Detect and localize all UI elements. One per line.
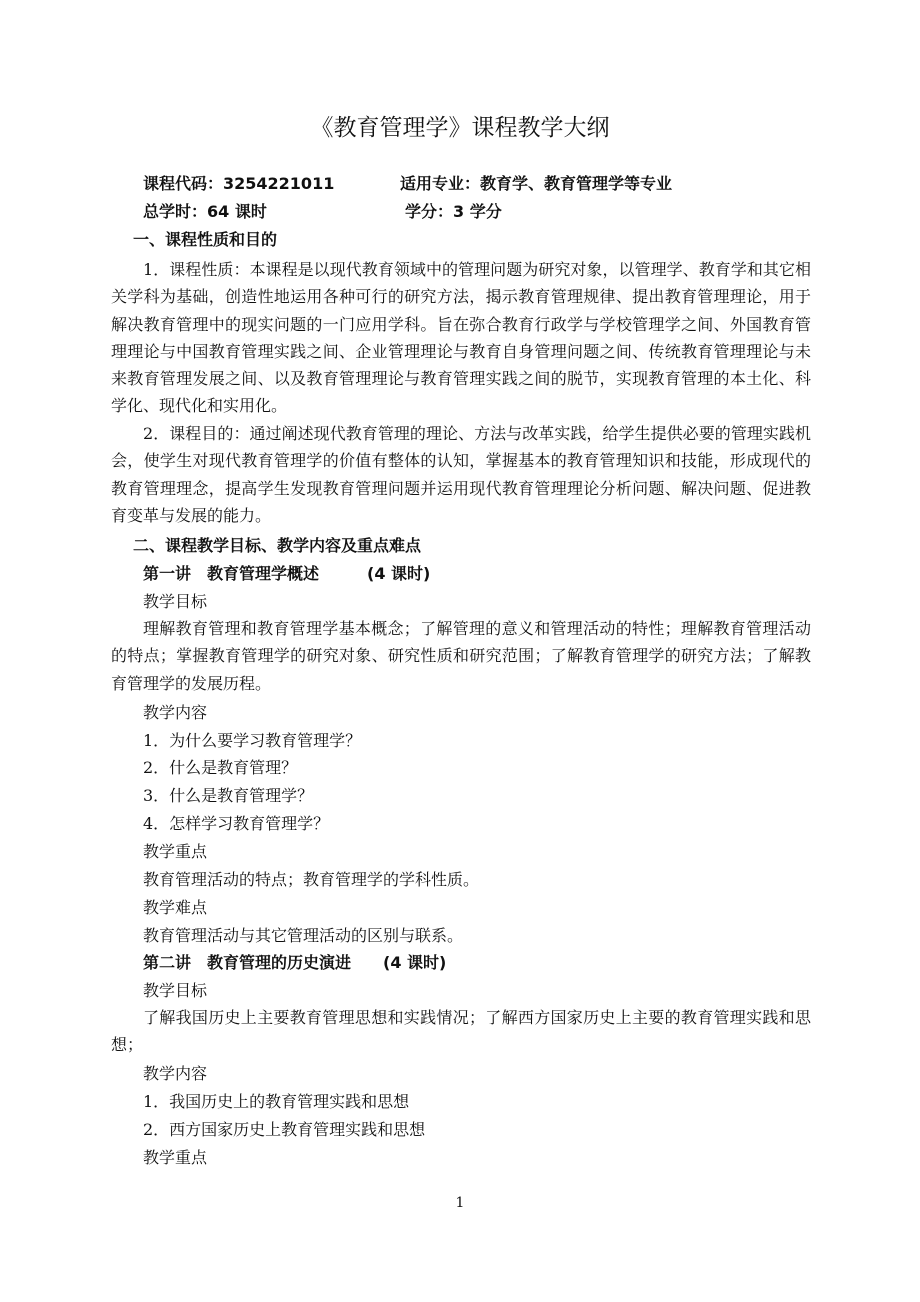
- lecture1-item-2: 2．什么是教育管理？: [143, 758, 298, 777]
- lecture1-difficulty-label: 教学难点: [143, 898, 208, 917]
- section2-heading: 二、课程教学目标、教学内容及重点难点: [133, 536, 422, 555]
- course-purpose-paragraph: 2．课程目的：通过阐述现代教育管理的理论、方法与改革实践，给学生提供必要的管理实践机会，使学生对现代教育管理学的价值有整体的认知，掌握基本的教育管理知识和技能，形成现代的教育管理理念，提高学生发现教育管理问题并运用现代教育管理理论分析问题、解决问题、促进教育变革与发展的能力。: [111, 424, 811, 525]
- document-title: 《教育管理学》课程教学大纲: [310, 115, 610, 141]
- course-nature-paragraph: 1．课程性质：本课程是以现代教育领域中的管理问题为研究对象，以管理学、教育学和其它相关学科为基础，创造性地运用各种可行的研究方法，揭示教育管理规律、提出教育管理理论，用于解决教育管理中的现实问题的一门应用学科。旨在弥合教育行政学与学校管理学之间、外国教育管理理论与中国教育管理实践之间、企业管理理论与教育自身管理问题之间、传统教育管理理论与未来教育管理发展之间、以及教育管理理论与教育管理实践之间的脱节，实现教育管理的本土化、科学化、现代化和实用化。: [111, 260, 811, 416]
- lecture1-goal-text: 理解教育管理和教育管理学基本概念；了解管理的意义和管理活动的特性；理解教育管理活动的特点；掌握教育管理学的研究对象、研究性质和研究范围；了解教育管理学的研究方法；了解教育管理学的发展历程。: [111, 619, 811, 693]
- lecture2-item-2: 2．西方国家历史上教育管理实践和思想: [143, 1120, 426, 1139]
- lecture1-key-label: 教学重点: [143, 842, 208, 861]
- total-hours: 总学时：64 课时: [143, 202, 267, 221]
- lecture1-key-text: 教育管理活动的特点；教育管理学的学科性质。: [143, 870, 480, 889]
- lecture2-key-label: 教学重点: [143, 1148, 208, 1167]
- lecture1-item-4: 4．怎样学习教育管理学？: [143, 814, 330, 833]
- lecture2-goal-text: 了解我国历史上主要教育管理思想和实践情况；了解西方国家历史上主要的教育管理实践和思想；: [111, 1008, 811, 1055]
- lecture1-difficulty-text: 教育管理活动与其它管理活动的区别与联系。: [143, 926, 464, 945]
- lecture1-goal-label: 教学目标: [143, 592, 208, 611]
- lecture1-item-1: 1．为什么要学习教育管理学？: [143, 731, 362, 750]
- section1-heading: 一、课程性质和目的: [133, 230, 278, 249]
- course-code: 课程代码：3254221011: [143, 174, 335, 193]
- lecture2-item-1: 1．我国历史上的教育管理实践和思想: [143, 1092, 410, 1111]
- lecture2-goal-label: 教学目标: [143, 981, 208, 1000]
- lecture1-heading: 第一讲 教育管理学概述 (4 课时): [143, 564, 431, 583]
- lecture1-item-3: 3．什么是教育管理学？: [143, 786, 314, 805]
- applicable-major: 适用专业：教育学、教育管理学等专业: [400, 174, 673, 193]
- lecture2-content-label: 教学内容: [143, 1064, 208, 1083]
- credits: 学分：3 学分: [405, 202, 502, 221]
- lecture1-content-label: 教学内容: [143, 703, 208, 722]
- page-number: 1: [455, 1195, 465, 1211]
- lecture2-heading: 第二讲 教育管理的历史演进 (4 课时): [143, 953, 447, 972]
